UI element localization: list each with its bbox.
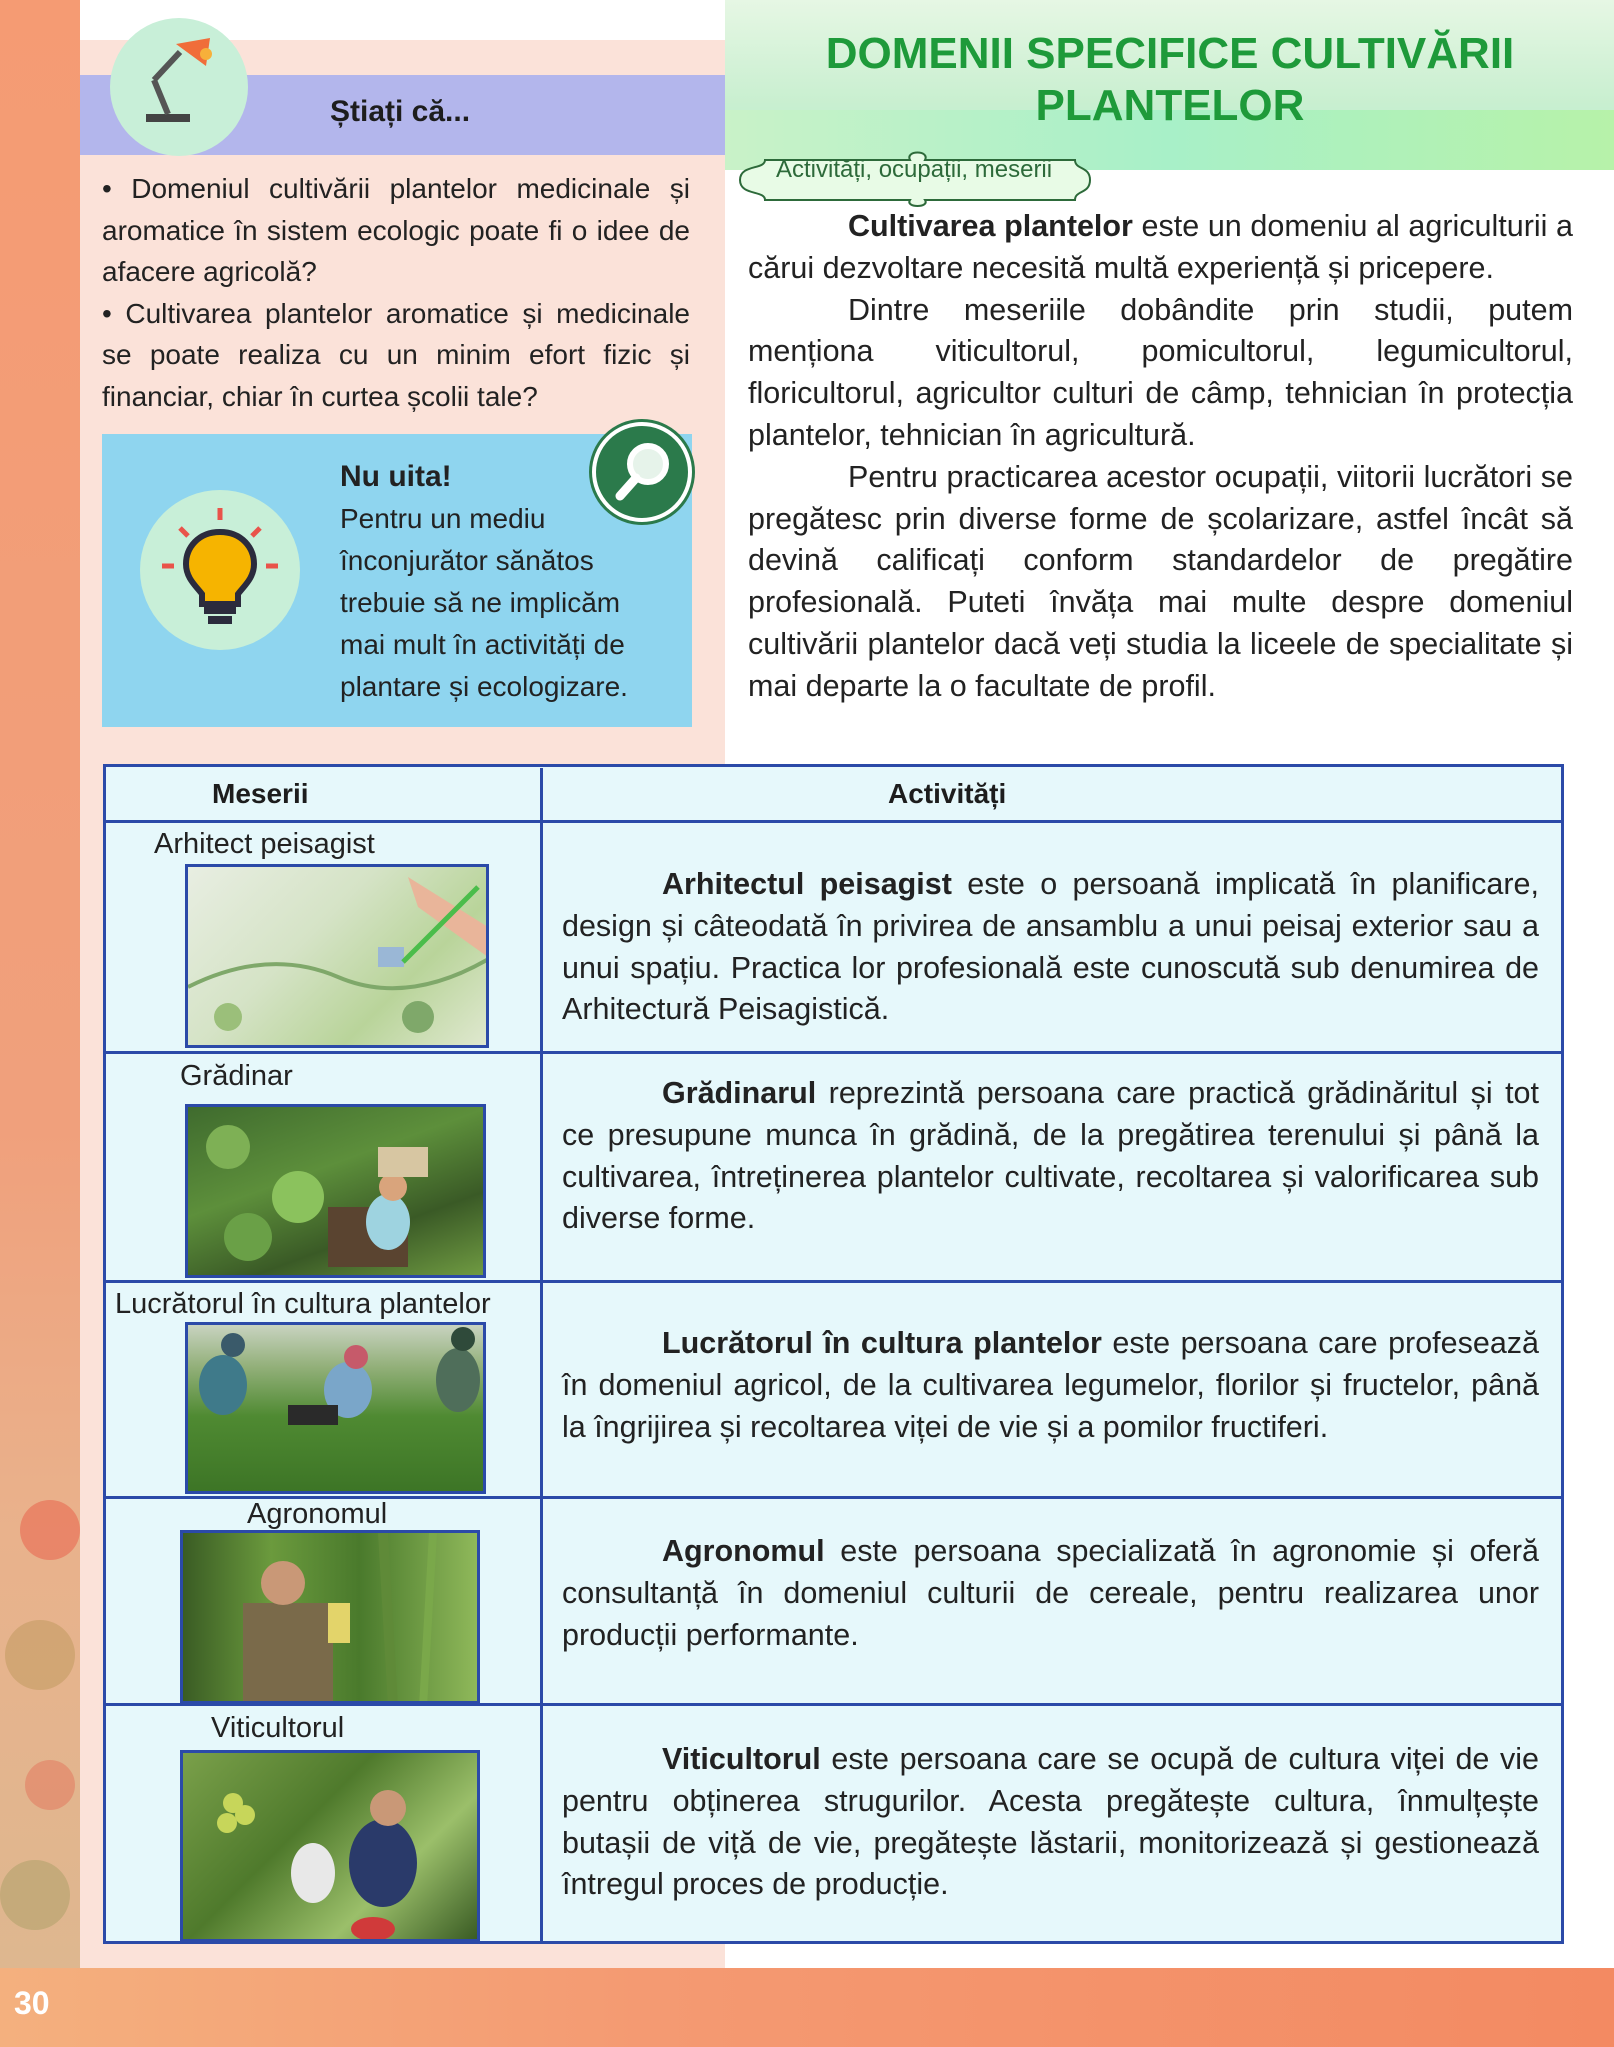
lamp-icon: [110, 18, 248, 156]
activity-text: este persoana care se ocupă de cultura viței de vie pentru obținerea strugurilor. Acesta pregătește cultura, înmulțește butașii de viță de vie, pregătește lăstarii, monitorizează și gestionează întregul proces de producție.: [562, 1742, 1539, 1902]
section-label: Activități, ocupații, meserii: [776, 156, 1053, 183]
activity-paragraph: [562, 1323, 1539, 1448]
stiati-text: [102, 168, 690, 417]
activity-paragraph: [562, 1739, 1539, 1906]
page-title: [760, 28, 1580, 132]
activity-bold: Arhitectul peisagist: [662, 867, 952, 901]
table-row-divider: [103, 1280, 1564, 1283]
job-name: Viticultorul: [211, 1712, 345, 1744]
activity-text: este persoana specializată în agronomie și oferă consultanță în domeniul culturii de cereale, pentru realizarea unor producții performante.: [562, 1534, 1539, 1652]
page-number: 30: [14, 1985, 50, 2021]
fruit-decoration: [0, 1860, 70, 1930]
activity-bold: Grădinarul: [662, 1076, 817, 1110]
activity-paragraph: [562, 864, 1539, 1031]
intro-paragraph: Dintre meseriile dobândite prin studii, putem menționa viticultorul, pomicultorul, legumicultorul, floricultorul, agricultor culturi de câmp, tehnician în protecția plantelor, tehnician în agricultură.: [748, 292, 1573, 452]
lightbulb-icon: [140, 490, 300, 650]
table-header-meserii: Meserii: [212, 778, 309, 809]
fruit-decoration: [5, 1620, 75, 1690]
fruit-decoration: [25, 1760, 75, 1810]
job-name: Lucrătorul în cultura plantelor: [115, 1288, 491, 1320]
stiati-item: • Domeniul cultivării plantelor medicinale și aromatice în sistem ecologic poate fi o idee de afacere agricolă?: [102, 173, 690, 287]
stiati-title: Știați că...: [330, 95, 471, 128]
activity-paragraph: [562, 1531, 1539, 1656]
activity-bold: Lucrătorul în cultura plantelor: [662, 1326, 1102, 1360]
activity-description: [562, 1531, 1539, 1656]
activity-description: [562, 864, 1539, 1031]
job-name: Agronomul: [247, 1498, 388, 1530]
page-title-line2: PLANTELOR: [1035, 81, 1305, 130]
stiati-item: • Cultivarea plantelor aromatice și medicinale se poate realiza cu un minim efort fizic și financiar, chiar în curtea școlii tale?: [102, 297, 690, 412]
activity-description: [562, 1739, 1539, 1906]
agronomist-photo: [180, 1530, 480, 1704]
activity-bold: Agronomul: [662, 1534, 825, 1568]
crop-worker-photo: [185, 1322, 486, 1494]
table-row-divider: [103, 1051, 1564, 1054]
fruit-decoration: [20, 1500, 80, 1560]
activity-description: [562, 1323, 1539, 1448]
activity-paragraph: [562, 1073, 1539, 1240]
table-header-activitati: Activități: [888, 778, 1007, 809]
landscape-architect-photo: [185, 864, 489, 1048]
intro-bold: Cultivarea plantelor: [848, 209, 1133, 243]
intro-paragraph: Pentru practicarea acestor ocupații, viitorii lucrători se pregătesc prin diverse forme de școlarizare, astfel încât să devină calificați conform standardelor de pregătire profesională. Puteti învăța mai multe despre domeniul cultivării plantelor dacă veți studia la liceele de specialitate și mai departe la o facultate de profil.: [748, 459, 1573, 703]
activity-bold: Viticultorul: [662, 1742, 821, 1776]
activity-text: este persoana care profesează în domeniul agricol, de la cultivarea legumelor, florilor și fructelor, până la îngrijirea și recoltarea viței de vie și a pomilor fructiferi.: [562, 1326, 1540, 1444]
intro-text-rest: este un domeniu al agriculturii a cărui dezvoltare necesită multă experiență și pricepere.: [748, 209, 1574, 285]
viticulturist-photo: [180, 1750, 480, 1942]
left-decorative-band: [0, 0, 80, 2047]
job-name: Grădinar: [180, 1060, 293, 1092]
intro-text: [748, 206, 1573, 708]
table-column-divider: [540, 768, 543, 1942]
activity-text: este o persoană implicată în planificare, design și câteodată în privirea de ansamblu a unui peisaj exterior sau a unui spațiu. Practica lor profesională este cunoscută sub denumirea de Arhitectură Peisagistică.: [562, 867, 1539, 1027]
job-name: Arhitect peisagist: [154, 828, 375, 860]
nu-uita-title: Nu uita!: [340, 460, 452, 493]
activity-description: [562, 1073, 1539, 1240]
table-row-divider: [103, 820, 1564, 823]
gardener-photo: [185, 1104, 486, 1278]
nu-uita-body: Pentru un mediu înconjurător sănătos trebuie să ne implicăm mai mult în activități de plantare și ecologizare.: [340, 503, 628, 702]
page-title-line1: DOMENII SPECIFICE CULTIVĂRII: [825, 29, 1515, 78]
bottom-decorative-band: [0, 1968, 1614, 2047]
intro-paragraph: [748, 206, 1573, 290]
activity-text: reprezintă persoana care practică grădinăritul și tot ce presupune munca în grădină, de la pregătirea terenului și până la cultivarea, întreținerea plantelor cultivate, recoltarea și valorificarea sub diverse forme.: [562, 1076, 1539, 1236]
